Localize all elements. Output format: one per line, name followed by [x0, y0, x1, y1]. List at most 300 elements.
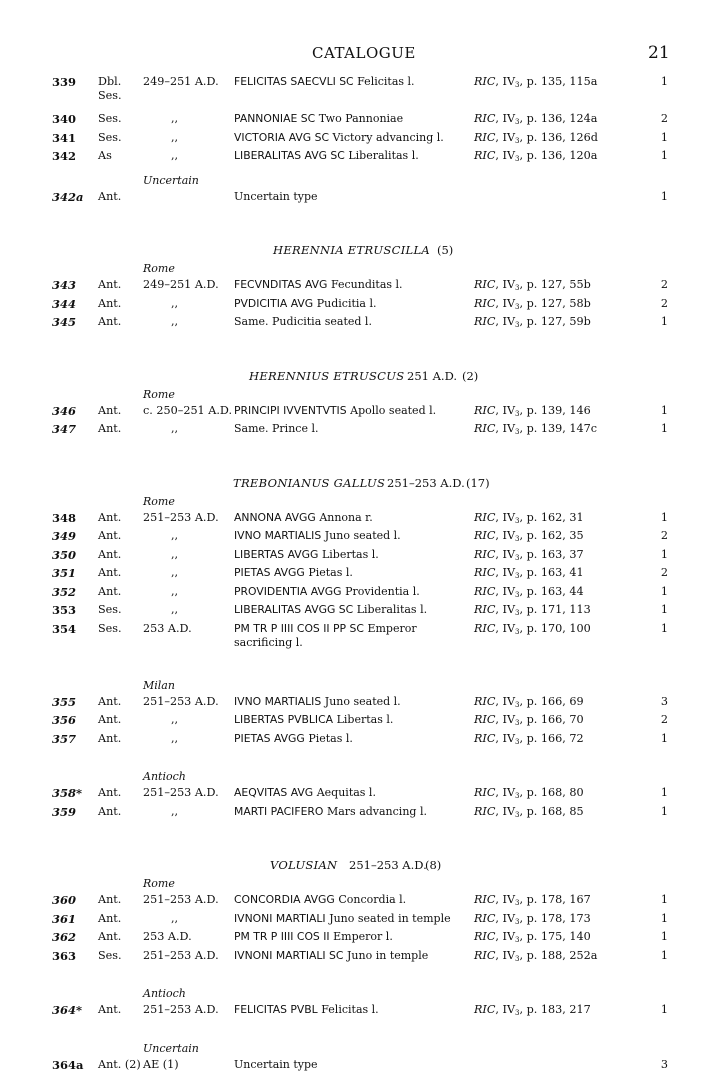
catalogue-entry [0, 802, 719, 821]
reverse-description [234, 190, 470, 204]
ruler-total: (17) [466, 476, 490, 490]
date: 253 A.D. [143, 930, 231, 944]
reverse-description [234, 949, 470, 963]
entry-number: 348 [52, 511, 90, 525]
reverse-legend: CONCORDIA AVGG [234, 893, 335, 906]
catalogue-entry [0, 692, 719, 711]
ric-volume-part: 3 [515, 918, 519, 926]
catalogue-entry [0, 187, 719, 206]
ruler-name: HERENNIA ETRUSCILLA [273, 243, 430, 257]
entry-number: 347 [52, 422, 90, 436]
ric-abbrev: RIC [474, 786, 495, 799]
reverse-legend: PM TR P IIII COS II [234, 930, 330, 943]
reverse-legend: LIBERALITAS AVGG SC [234, 603, 353, 616]
catalogue-entry [0, 128, 719, 147]
catalogue-entry [0, 946, 719, 965]
ric-abbrev: RIC [474, 622, 495, 635]
denomination: Ses. [98, 622, 142, 636]
reverse-legend: PROVIDENTIA AVGG [234, 585, 342, 598]
date: 251–253 A.D. [143, 893, 231, 907]
entry-number: 359 [52, 805, 90, 819]
section-heading [0, 856, 719, 876]
specimen-count: 1 [654, 422, 668, 436]
ruler-name: TREBONIANUS GALLUS [233, 476, 385, 490]
reverse-type: Juno in temple [347, 949, 428, 962]
date: c. 250–251 A.D. [143, 404, 231, 418]
ruler-dates: 251–253 A.D. [387, 476, 465, 490]
ric-reference: RIC, $IV_3$, p. 168, 85 [474, 805, 659, 822]
reverse-legend: IVNONI MARTIALI [234, 912, 326, 925]
denomination: Ant. [98, 566, 142, 580]
reverse-description [234, 1058, 470, 1072]
ric-volume-part: 3 [515, 428, 519, 436]
volusian-rome-rows [0, 890, 719, 964]
date: AE (1) [143, 1058, 231, 1072]
ric-abbrev: RIC [474, 695, 495, 708]
date: 251–253 A.D. [143, 511, 231, 525]
denomination: Ant. [98, 511, 142, 525]
catalogue-entry [0, 508, 719, 527]
reverse-type: Aequitas l. [317, 786, 376, 799]
reverse-description [234, 585, 470, 599]
entry-number: 358* [52, 786, 90, 800]
page-header [0, 44, 719, 64]
reverse-legend: FELICITAS PVBL [234, 1003, 318, 1016]
reverse-legend: FELICITAS SAECVLI SC [234, 75, 354, 88]
catalogue-entry [0, 526, 719, 545]
section-heading [0, 367, 719, 387]
denomination: Ant. [98, 404, 142, 418]
ric-reference: RIC, $IV_3$, p. 136, 124a [474, 112, 659, 129]
date: 253 A.D. [143, 622, 231, 636]
date: 251–253 A.D. [143, 695, 231, 709]
block1-rows [0, 72, 719, 165]
ruler-name: VOLUSIAN [270, 858, 337, 872]
date: 249–251 A.D. [143, 75, 231, 89]
denomination: Ant. [98, 713, 142, 727]
ric-abbrev: RIC [474, 548, 495, 561]
date: 249–251 A.D. [143, 278, 231, 292]
reverse-description [234, 893, 470, 907]
section-heading [0, 241, 719, 261]
specimen-count: 1 [654, 1003, 668, 1017]
reverse-type: Libertas l. [337, 713, 394, 726]
denomination: Ses. [98, 112, 142, 126]
reverse-legend: PANNONIAE SC [234, 112, 315, 125]
specimen-count: 3 [654, 1058, 668, 1072]
specimen-count: 1 [654, 603, 668, 617]
trebonianus-antioch-rows [0, 783, 719, 820]
reverse-type: Juno seated l. [325, 529, 401, 542]
ric-volume-part: 3 [515, 572, 519, 580]
ric-reference: RIC, $IV_3$, p. 166, 72 [474, 732, 659, 749]
ric-reference: RIC, $IV_3$, p. 171, 113 [474, 603, 659, 620]
specimen-count: 1 [654, 786, 668, 800]
catalogue-entry [0, 783, 719, 802]
catalogue-entry [0, 401, 719, 420]
specimen-count: 1 [654, 511, 668, 525]
reverse-type: Pietas l. [308, 566, 353, 579]
ric-volume-part: 3 [515, 410, 519, 418]
mint-label: Antioch [0, 986, 719, 1000]
catalogue-entry [0, 600, 719, 619]
entry-number: 342a [52, 190, 90, 204]
ric-volume-part: 3 [515, 936, 519, 944]
ric-reference: RIC, $IV_3$, p. 162, 31 [474, 511, 659, 528]
entry-number: 350 [52, 548, 90, 562]
ric-abbrev: RIC [474, 404, 495, 417]
reverse-type: Uncertain type [234, 190, 318, 203]
ric-abbrev: RIC [474, 315, 495, 328]
ric-volume-part: 3 [515, 591, 519, 599]
specimen-count: 1 [654, 149, 668, 163]
ric-abbrev: RIC [474, 585, 495, 598]
denomination: Ant. [98, 297, 142, 311]
reverse-legend: ANNONA AVGG [234, 511, 316, 524]
catalogue-entry [0, 890, 719, 909]
date: 251–253 A.D. [143, 786, 231, 800]
ric-reference: RIC, $IV_3$, p. 135, 115a [474, 75, 659, 92]
mint-label: Uncertain [0, 173, 719, 187]
reverse-description [234, 511, 470, 525]
ric-abbrev: RIC [474, 713, 495, 726]
ric-reference: RIC, $IV_3$, p. 136, 120a [474, 149, 659, 166]
denomination: Ant. [98, 912, 142, 926]
denomination: Dbl. Ses. [98, 75, 142, 103]
specimen-count: 1 [654, 930, 668, 944]
ric-volume-part: 3 [515, 535, 519, 543]
specimen-count: 2 [654, 713, 668, 727]
reverse-type: Same. Pudicitia seated l. [234, 315, 372, 328]
ruler-dates: 251 A.D. [407, 369, 457, 383]
denomination: Ses. [98, 131, 142, 145]
reverse-legend: FECVNDITAS AVG [234, 278, 327, 291]
denomination: Ses. [98, 603, 142, 617]
denomination: Ant. [98, 315, 142, 329]
reverse-legend: PIETAS AVGG [234, 566, 305, 579]
ruler-total: (5) [437, 243, 453, 257]
reverse-type: Felicitas l. [321, 1003, 378, 1016]
catalogue-entry [0, 619, 719, 656]
specimen-count: 1 [654, 585, 668, 599]
ric-volume-part: 3 [515, 303, 519, 311]
reverse-description [234, 805, 470, 819]
specimen-count: 2 [654, 297, 668, 311]
reverse-type: Same. Prince l. [234, 422, 318, 435]
denomination: Ant. [98, 695, 142, 709]
volusian-antioch-rows [0, 1000, 719, 1019]
page-title: CATALOGUE [312, 44, 416, 62]
entry-number: 355 [52, 695, 90, 709]
denomination: Ant. [98, 278, 142, 292]
ric-volume-part: 3 [515, 609, 519, 617]
reverse-description [234, 786, 470, 800]
mint-label: Rome [0, 494, 719, 508]
ric-volume-part: 3 [515, 811, 519, 819]
trebonianus-rome-rows [0, 508, 719, 619]
entry-number: 353 [52, 603, 90, 617]
date: ,, [143, 805, 259, 819]
date: ,, [143, 297, 259, 311]
ric-reference: RIC, $IV_3$, p. 163, 44 [474, 585, 659, 602]
ric-reference: RIC, $IV_3$, p. 166, 69 [474, 695, 659, 712]
reverse-legend: IVNO MARTIALIS [234, 695, 321, 708]
reverse-type: Two Pannoniae [319, 112, 403, 125]
catalogue-entry [0, 146, 719, 165]
volusian-uncertain [0, 1055, 719, 1073]
date: ,, [143, 315, 259, 329]
catalogue-entry [0, 909, 719, 928]
ric-abbrev: RIC [474, 149, 495, 162]
ric-abbrev: RIC [474, 422, 495, 435]
date: ,, [143, 548, 259, 562]
date: 251–253 A.D. [143, 949, 231, 963]
ric-volume-part: 3 [515, 155, 519, 163]
ric-abbrev: RIC [474, 930, 495, 943]
entry-number: 339 [52, 75, 90, 89]
entry-number: 345 [52, 315, 90, 329]
reverse-type: Mars advancing l. [327, 805, 427, 818]
ruler-name: HERENNIUS ETRUSCUS [249, 369, 404, 383]
ric-reference: RIC, $IV_3$, p. 139, 146 [474, 404, 659, 421]
entry-number: 351 [52, 566, 90, 580]
denomination: Ant. [98, 732, 142, 746]
denomination: As [98, 149, 142, 163]
catalogue-content [0, 72, 719, 1073]
reverse-description [234, 622, 470, 650]
herennia-rows [0, 275, 719, 331]
ric-abbrev: RIC [474, 529, 495, 542]
ric-reference: RIC, $IV_3$, p. 188, 252a [474, 949, 659, 966]
ric-abbrev: RIC [474, 75, 495, 88]
entry-number: 341 [52, 131, 90, 145]
ric-reference: RIC, $IV_3$, p. 163, 41 [474, 566, 659, 583]
mint-label: Rome [0, 876, 719, 890]
reverse-description [234, 131, 470, 145]
ric-reference: RIC, $IV_3$, p. 168, 80 [474, 786, 659, 803]
ric-reference: RIC, $IV_3$, p. 178, 167 [474, 893, 659, 910]
denomination: Ses. [98, 949, 142, 963]
denomination: Ant. (2) [98, 1058, 142, 1072]
ric-abbrev: RIC [474, 732, 495, 745]
reverse-description [234, 603, 470, 617]
specimen-count: 1 [654, 190, 668, 204]
catalogue-entry [0, 419, 719, 438]
reverse-legend: IVNO MARTIALIS [234, 529, 321, 542]
catalogue-entry [0, 72, 719, 109]
ric-volume-part: 3 [515, 1009, 519, 1017]
reverse-description [234, 1003, 470, 1017]
reverse-description [234, 732, 470, 746]
ruler-dates: 251–253 A.D. [349, 858, 427, 872]
entry-number: 364* [52, 1003, 90, 1017]
entry-number: 363 [52, 949, 90, 963]
catalogue-entry [0, 710, 719, 729]
ric-abbrev: RIC [474, 566, 495, 579]
reverse-description [234, 422, 470, 436]
specimen-count: 1 [654, 949, 668, 963]
reverse-type: Concordia l. [338, 893, 406, 906]
reverse-type: Providentia l. [345, 585, 420, 598]
reverse-type: Emperor l. [333, 930, 393, 943]
catalogue-entry [0, 545, 719, 564]
mint-label: Milan [0, 678, 719, 692]
reverse-type: Apollo seated l. [350, 404, 436, 417]
ric-reference: RIC, $IV_3$, p. 162, 35 [474, 529, 659, 546]
ric-reference: RIC, $IV_3$, p. 127, 59b [474, 315, 659, 332]
reverse-description [234, 149, 470, 163]
section-heading [0, 474, 719, 494]
date: ,, [143, 566, 259, 580]
ric-abbrev: RIC [474, 131, 495, 144]
reverse-legend: IVNONI MARTIALI SC [234, 949, 343, 962]
ric-abbrev: RIC [474, 805, 495, 818]
ric-volume-part: 3 [515, 899, 519, 907]
mint-label: Antioch [0, 769, 719, 783]
ric-volume-part: 3 [515, 321, 519, 329]
specimen-count: 1 [654, 548, 668, 562]
specimen-count: 2 [654, 278, 668, 292]
ric-volume-part: 3 [515, 517, 519, 525]
date: ,, [143, 422, 259, 436]
entry-number: 360 [52, 893, 90, 907]
ric-reference: RIC, $IV_3$, p. 139, 147c [474, 422, 659, 439]
ric-volume-part: 3 [515, 284, 519, 292]
reverse-legend: PVDICITIA AVG [234, 297, 313, 310]
date: ,, [143, 603, 259, 617]
ric-volume-part: 3 [515, 81, 519, 89]
reverse-description [234, 548, 470, 562]
specimen-count: 3 [654, 695, 668, 709]
ric-reference: RIC, $IV_3$, p. 183, 217 [474, 1003, 659, 1020]
catalogue-entry [0, 109, 719, 128]
denomination: Ant. [98, 805, 142, 819]
specimen-count: 1 [654, 805, 668, 819]
ric-reference: RIC, $IV_3$, p. 166, 70 [474, 713, 659, 730]
denomination: Ant. [98, 190, 142, 204]
reverse-type: Annona r. [319, 511, 372, 524]
specimen-count: 1 [654, 404, 668, 418]
date: ,, [143, 149, 259, 163]
ric-volume-part: 3 [515, 738, 519, 746]
ric-abbrev: RIC [474, 912, 495, 925]
catalogue-entry [0, 1000, 719, 1019]
reverse-type: Juno seated l. [325, 695, 401, 708]
reverse-type: Emperor sacrificing l. [234, 622, 417, 649]
specimen-count: 1 [654, 75, 668, 89]
reverse-type: Libertas l. [322, 548, 379, 561]
block1-uncertain [0, 187, 719, 206]
reverse-description [234, 930, 470, 944]
entry-number: 349 [52, 529, 90, 543]
reverse-type: Liberalitas l. [348, 149, 418, 162]
specimen-count: 2 [654, 112, 668, 126]
entry-number: 364a [52, 1058, 90, 1072]
reverse-description [234, 713, 470, 727]
denomination: Ant. [98, 585, 142, 599]
ric-reference: RIC, $IV_3$, p. 127, 55b [474, 278, 659, 295]
entry-number: 343 [52, 278, 90, 292]
reverse-legend: PIETAS AVGG [234, 732, 305, 745]
reverse-legend: PM TR P IIII COS II PP SC [234, 622, 364, 635]
entry-number: 362 [52, 930, 90, 944]
entry-number: 356 [52, 713, 90, 727]
entry-number: 352 [52, 585, 90, 599]
trebonianus-milan-rows [0, 692, 719, 748]
denomination: Ant. [98, 529, 142, 543]
ric-volume-part: 3 [515, 719, 519, 727]
ric-volume-part: 3 [515, 628, 519, 636]
mint-label: Rome [0, 387, 719, 401]
reverse-type: Victory advancing l. [333, 131, 444, 144]
page-number: 21 [648, 43, 670, 63]
ric-abbrev: RIC [474, 1003, 495, 1016]
ric-abbrev: RIC [474, 511, 495, 524]
reverse-description [234, 566, 470, 580]
ruler-total: (8) [425, 858, 441, 872]
date: ,, [143, 529, 259, 543]
date: ,, [143, 112, 259, 126]
mint-label: Rome [0, 261, 719, 275]
reverse-description [234, 112, 470, 126]
ric-abbrev: RIC [474, 603, 495, 616]
ric-reference: RIC, $IV_3$, p. 170, 100 [474, 622, 659, 639]
ric-reference: RIC, $IV_3$, p. 136, 126d [474, 131, 659, 148]
ric-abbrev: RIC [474, 297, 495, 310]
denomination: Ant. [98, 1003, 142, 1017]
denomination: Ant. [98, 548, 142, 562]
date: 251–253 A.D. [143, 1003, 231, 1017]
reverse-description [234, 278, 470, 292]
reverse-type: Pietas l. [308, 732, 353, 745]
reverse-description [234, 695, 470, 709]
date: ,, [143, 713, 259, 727]
entry-number: 346 [52, 404, 90, 418]
entry-number: 340 [52, 112, 90, 126]
reverse-description [234, 297, 470, 311]
catalogue-entry [0, 729, 719, 748]
reverse-type: Liberalitas l. [357, 603, 427, 616]
date: ,, [143, 131, 259, 145]
ric-abbrev: RIC [474, 278, 495, 291]
ric-abbrev: RIC [474, 893, 495, 906]
reverse-type: Pudicitia l. [317, 297, 377, 310]
ruler-total: (2) [462, 369, 478, 383]
entry-number: 344 [52, 297, 90, 311]
mint-label: Uncertain [0, 1041, 719, 1055]
specimen-count: 1 [654, 893, 668, 907]
reverse-type: Felicitas l. [357, 75, 414, 88]
ric-volume-part: 3 [515, 118, 519, 126]
ric-reference: RIC, $IV_3$, p. 178, 173 [474, 912, 659, 929]
reverse-type: Fecunditas l. [331, 278, 403, 291]
catalogue-entry [0, 582, 719, 601]
reverse-legend: MARTI PACIFERO [234, 805, 323, 818]
reverse-type: Uncertain type [234, 1058, 318, 1071]
ric-abbrev: RIC [474, 949, 495, 962]
reverse-legend: PRINCIPI IVVENTVTIS [234, 404, 347, 417]
specimen-count: 1 [654, 912, 668, 926]
specimen-count: 1 [654, 732, 668, 746]
ric-reference: RIC, $IV_3$, p. 175, 140 [474, 930, 659, 947]
reverse-legend: AEQVITAS AVG [234, 786, 313, 799]
catalogue-entry [0, 275, 719, 294]
entry-number: 357 [52, 732, 90, 746]
catalogue-entry [0, 294, 719, 313]
entry-number: 361 [52, 912, 90, 926]
ric-volume-part: 3 [515, 554, 519, 562]
catalogue-entry [0, 312, 719, 331]
